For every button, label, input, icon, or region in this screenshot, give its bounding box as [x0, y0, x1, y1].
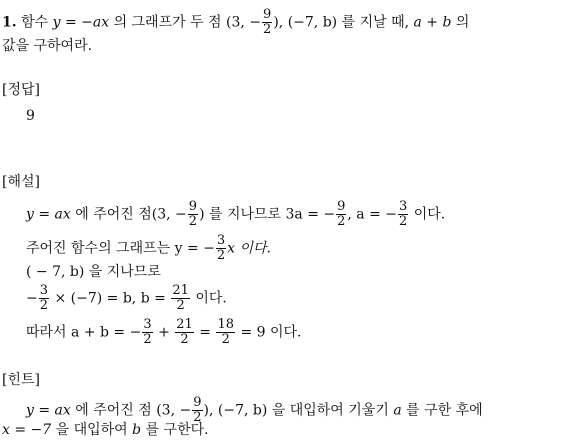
hint-line-2: x = −7 을 대입하여 b 를 구한다. — [2, 422, 209, 438]
sum-expr: a + b — [413, 14, 452, 31]
hint-line-1: y = ax 에 주어진 점 (3, − $\frac{9}{2}$ ), (−7, b) 을 대입하여 기울기 a 를 구한 후에 — [26, 395, 483, 425]
solution-line-5: 따라서 a + b = − $\frac{3}{2}$ + $\frac{21}{2}$ = $\frac{18}{2}$ = 9 이다. — [26, 317, 302, 347]
solution-line-3: ( − 7, b) 을 지나므로 — [26, 264, 161, 280]
answer-header: [정답] — [2, 82, 40, 98]
point-1-open: (3, − — [226, 14, 262, 31]
solution-line-2: 주어진 함수의 그래프는 y = − $\frac{3}{2}$ x 이다. — [26, 233, 272, 263]
point-2: (−7, b) — [287, 14, 338, 31]
solution-header: [해설] — [2, 174, 40, 190]
problem-text: 의 — [455, 14, 470, 31]
problem-text: 를 지날 때, — [341, 14, 410, 31]
problem-text: 의 그래프가 두 점 — [113, 14, 222, 31]
solution-line-4: − $\frac{3}{2}$ × (−7) = b, b = $\frac{21}{2}$ 이다. — [26, 283, 227, 313]
problem-number: 1. — [2, 14, 17, 31]
problem-text: 함수 — [21, 14, 49, 31]
solution-line-1: y = ax 에 주어진 점(3, − $\frac{9}{2}$ ) 를 지나므로 3a = − $\frac{9}{2}$ , a = − $\frac{3}{2}$ 이다. — [26, 199, 446, 229]
fraction: $\frac{9}{2}$ — [263, 7, 272, 37]
function-expr: y = −ax — [52, 14, 110, 31]
problem-line-2: 값을 구하여라. — [2, 38, 93, 54]
answer-value: 9 — [26, 108, 35, 124]
point-1-close: ), — [273, 14, 284, 31]
problem-line-1 — [2, 8, 469, 37]
hint-header: [힌트] — [2, 372, 40, 388]
